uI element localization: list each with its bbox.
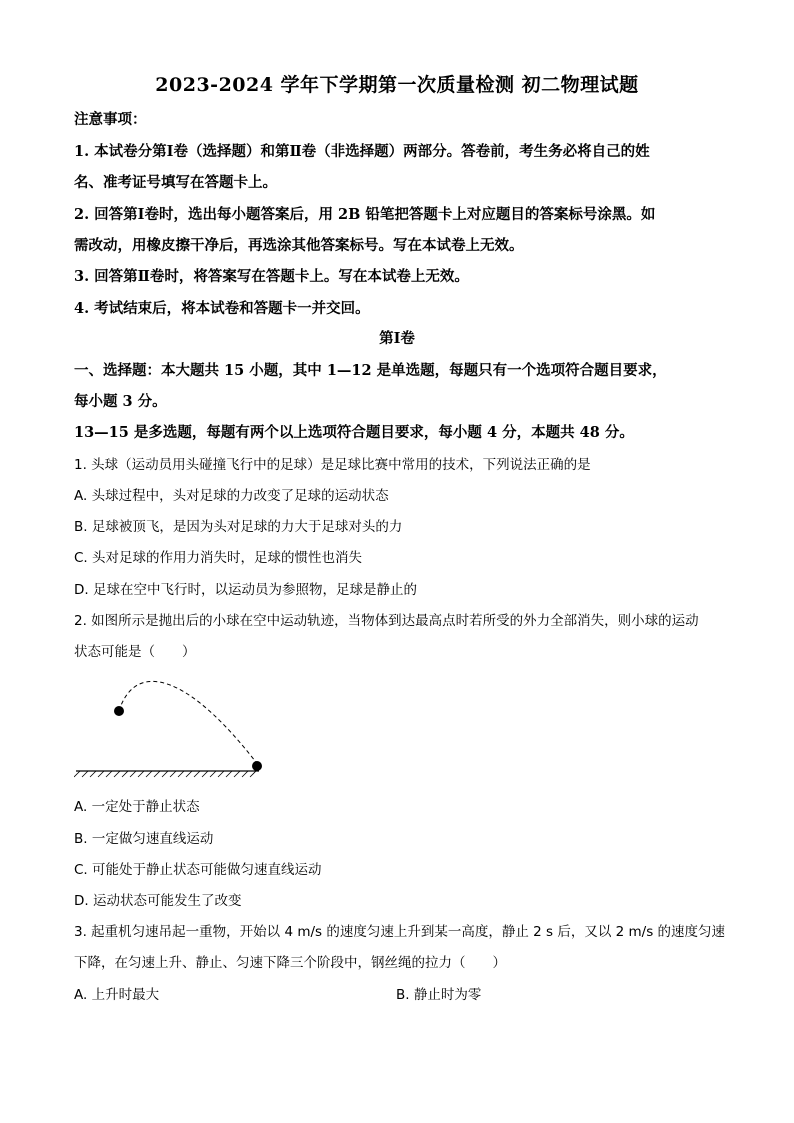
- question-3-option-b: B. 静止时为零: [396, 987, 482, 1003]
- notice-heading: 注意事项：: [74, 111, 147, 128]
- page-title: 2023-2024 学年下学期第一次质量检测 初二物理试题: [155, 74, 639, 96]
- question-1-stem: 1. 头球（运动员用头碰撞飞行中的足球）是足球比赛中常用的技术，下列说法正确的是: [74, 457, 591, 473]
- question-2-option-d: D. 运动状态可能发生了改变: [74, 893, 242, 909]
- section-instruction: 一、选择题：本大题共 15 小题，其中 1—12 是单选题，每题只有一个选项符合题目要求，: [74, 362, 667, 379]
- question-2-stem-line2: 状态可能是（ ）: [74, 644, 196, 660]
- question-1-option-c: C. 头对足球的作用力消失时，足球的惯性也消失: [74, 550, 363, 566]
- trajectory-figure: [74, 668, 274, 778]
- question-2-option-b: B. 一定做匀速直线运动: [74, 831, 214, 847]
- section-instruction: 13—15 是多选题，每题有两个以上选项符合题目要求，每小题 4 分，本题共 48 分。: [74, 424, 634, 441]
- question-2-option-c: C. 可能处于静止状态可能做匀速直线运动: [74, 862, 322, 878]
- question-3-option-a: A. 上升时最大: [74, 987, 160, 1003]
- notice-item: 1. 本试卷分第Ⅰ卷（选择题）和第Ⅱ卷（非选择题）两部分。答卷前，考生务必将自己的姓: [74, 143, 650, 160]
- ground-hatching: [74, 771, 256, 777]
- trajectory-path: [119, 681, 259, 766]
- question-2-stem-line1: 2. 如图所示是抛出后的小球在空中运动轨迹，当物体到达最高点时若所受的外力全部消失，则小球的运动: [74, 613, 699, 629]
- question-1-option-a: A. 头球过程中，头对足球的力改变了足球的运动状态: [74, 488, 389, 504]
- question-3-stem-line2: 下降，在匀速上升、静止、匀速下降三个阶段中，钢丝绳的拉力（ ）: [74, 955, 506, 971]
- question-1-option-b: B. 足球被顶飞，是因为头对足球的力大于足球对头的力: [74, 519, 403, 535]
- question-1-option-d: D. 足球在空中飞行时，以运动员为参照物，足球是静止的: [74, 582, 417, 598]
- notice-item: 3. 回答第Ⅱ卷时，将答案写在答题卡上。写在本试卷上无效。: [74, 268, 469, 285]
- notice-item: 需改动，用橡皮擦干净后，再选涂其他答案标号。写在本试卷上无效。: [74, 237, 524, 254]
- question-2-option-a: A. 一定处于静止状态: [74, 799, 200, 815]
- ball-end: [252, 761, 262, 771]
- question-3-stem-line1: 3. 起重机匀速吊起一重物，开始以 4 m/s 的速度匀速上升到某一高度，静止 2 s 后，又以 2 m/s 的速度匀速: [74, 924, 726, 940]
- notice-item: 2. 回答第Ⅰ卷时，选出每小题答案后，用 2B 铅笔把答题卡上对应题目的答案标号涂黑。如: [74, 206, 656, 223]
- section-label: 第Ⅰ卷: [379, 330, 415, 347]
- notice-item: 名、准考证号填写在答题卡上。: [74, 174, 277, 191]
- section-instruction: 每小题 3 分。: [74, 393, 167, 410]
- ball-start: [114, 706, 124, 716]
- notice-item: 4. 考试结束后，将本试卷和答题卡一并交回。: [74, 300, 370, 317]
